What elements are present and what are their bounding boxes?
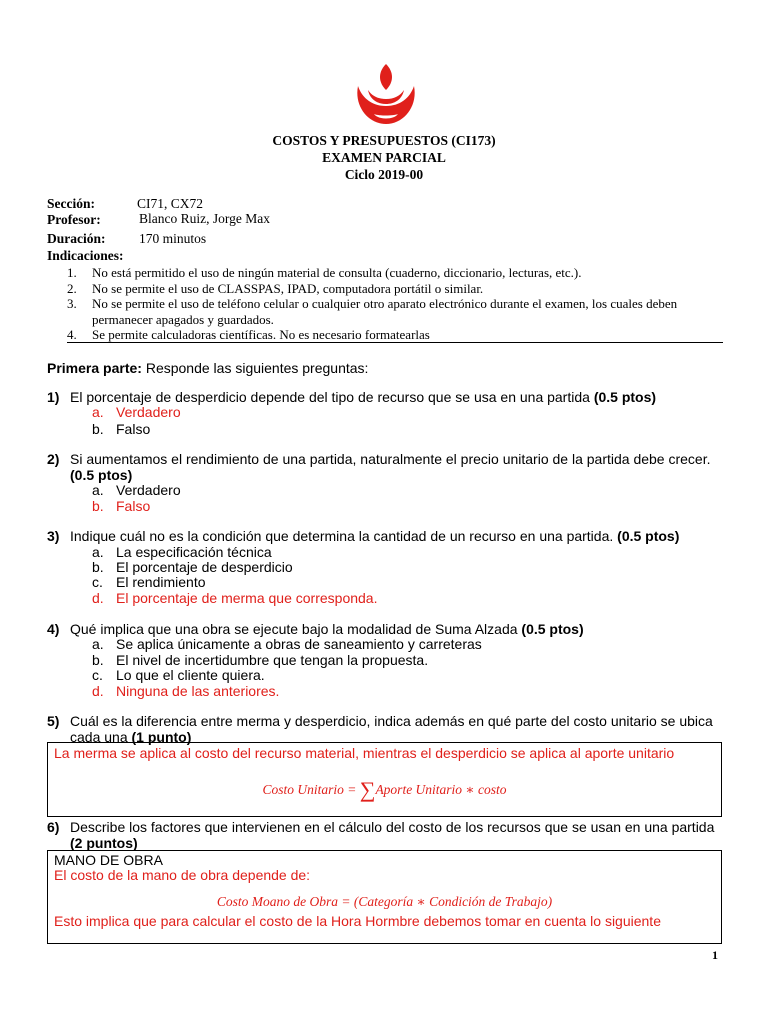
option-a: a. La especificación técnica: [92, 544, 272, 560]
option-a: a. Verdadero: [92, 404, 181, 420]
part-heading: Primera parte: Responde las siguientes preguntas:: [47, 360, 369, 376]
option-b: b. El nivel de incertidumbre que tengan la propuesta.: [92, 652, 429, 668]
indication-item: 3. No se permite el uso de teléfono celular o cualquier otro aparato electrónico durante el examen, los cuales deben permanecer apagados y guardados.: [67, 296, 678, 327]
professor-label: Profesor:: [47, 212, 101, 227]
indications-label: Indicaciones:: [47, 248, 124, 263]
indication-item: 2. No se permite el uso de CLASSPAS, IPAD, computadora portátil o similar.: [67, 280, 484, 296]
option-d: d. Ninguna de las anteriores.: [92, 683, 280, 699]
indication-item: 4. Se permite calculadoras científicas. No es necesario formatearlas: [67, 327, 430, 342]
option-b: b. Falso: [92, 421, 151, 437]
cycle-title: Ciclo 2019-00: [344, 167, 424, 182]
exam-title-block: [0, 132, 768, 183]
section-label: Sección:: [47, 196, 95, 211]
duration-value: 170 minutos: [139, 231, 207, 246]
answer-box-6: [47, 850, 722, 944]
option-a: a. Verdadero: [92, 482, 181, 498]
indication-item: 1. No está permitido el uso de ningún material de consulta (cuaderno, diccionario, lecturas, etc.).: [67, 265, 582, 280]
answer-box-5: [47, 742, 722, 817]
answer-6-heading: MANO DE OBRA: [54, 852, 163, 868]
option-a: a. Se aplica únicamente a obras de saneamiento y carreteras: [92, 636, 482, 652]
section-value: CI71, CX72: [137, 196, 204, 211]
indications-list: [67, 265, 727, 343]
answer-5-text: La merma se aplica al costo del recurso material, mientras el desperdicio se aplica al aporte unitario: [54, 745, 675, 761]
option-c: c. Lo que el cliente quiera.: [92, 667, 265, 683]
option-b: b. El porcentaje de desperdicio: [92, 559, 293, 575]
answer-5-formula: Costo Unitario = ∑Aporte Unitario ∗ costo: [262, 777, 507, 802]
answer-6-line-2: Esto implica que para calcular el costo de la Hora Hormbre debemos tomar en cuenta lo siguiente: [54, 913, 661, 929]
option-d: d. El porcentaje de merma que corresponda.: [92, 590, 378, 606]
exam-title: EXAMEN PARCIAL: [322, 150, 446, 165]
professor-value: Blanco Ruiz, Jorge Max: [139, 211, 270, 226]
university-logo-icon: [352, 62, 420, 132]
option-b: b. Falso: [92, 498, 151, 514]
answer-6-line-1: El costo de la mano de obra depende de:: [54, 867, 311, 883]
page-number: 1: [712, 948, 718, 962]
header-divider: [67, 342, 723, 343]
option-c: c. El rendimiento: [92, 574, 206, 590]
answer-6-formula: Costo Moano de Obra = (Categoría ∗ Condición de Trabajo): [216, 894, 553, 909]
duration-label: Duración:: [47, 231, 106, 246]
course-title: COSTOS Y PRESUPUESTOS (CI173): [272, 133, 496, 148]
